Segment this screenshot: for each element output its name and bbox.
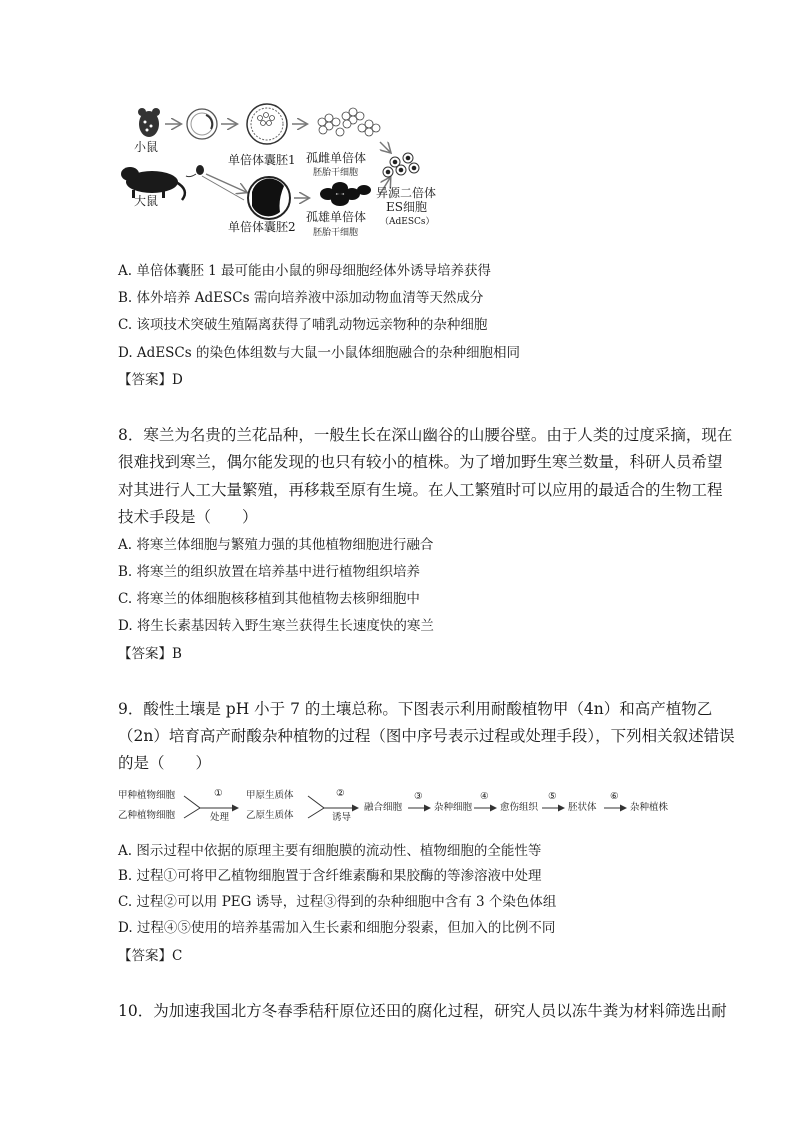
q9-answer: 【答案】C (118, 948, 183, 964)
flow-protoplast-b: 乙原生质体 (246, 810, 294, 821)
mouse-icon (138, 108, 160, 137)
rat-label: 大鼠 (134, 194, 159, 208)
flow-step-6: ⑥ (610, 791, 619, 802)
q8-option-d: D. 将生长素基因转入野生寒兰获得生长速度快的寒兰 (118, 618, 434, 634)
flow-protoplast-a: 甲原生质体 (246, 790, 294, 801)
flow-step-4: ④ (480, 791, 489, 802)
q9-stem-line-2: （2n）培育高产耐酸杂种植物的过程（图中序号表示过程或处理手段），下列相关叙述错误 (118, 727, 735, 745)
sperm-icon (186, 165, 204, 177)
q7-option-c: C. 该项技术突破生殖隔离获得了哺乳动物远亲物种的杂种细胞 (118, 317, 488, 333)
q8-stem-line-2: 很难找到寒兰，偶尔能发现的也只有较小的植株。为了增加野生寒兰数量，科研人员希望 (118, 453, 723, 471)
diploid-label-2: ES细胞 (386, 200, 427, 214)
flow-hybrid-cell: 杂种细胞 (434, 802, 473, 813)
q9-option-a: A. 图示过程中依据的原理主要有细胞膜的流动性、植物细胞的全能性等 (118, 843, 542, 859)
flow-callus: 愈伤组织 (500, 802, 539, 813)
oocyte-icon (187, 109, 217, 139)
flow-plant-b-cells: 乙种植物细胞 (118, 810, 176, 821)
q7-option-d: D. AdESCs 的染色体组数与大鼠一小鼠体细胞融合的杂种细胞相同 (118, 345, 520, 361)
q10-stem-line-1: 10．为加速我国北方冬春季秸秆原位还田的腐化过程，研究人员以冻牛粪为材料筛选出耐 (118, 1002, 727, 1020)
q7-answer: 【答案】D (118, 372, 183, 388)
q8-option-b: B. 将寒兰的组织放置在培养基中进行植物组织培养 (118, 564, 421, 580)
hybridization-flow-diagram (118, 788, 678, 830)
q8-answer: 【答案】B (118, 646, 182, 662)
q7-option-a: A. 单倍体囊胚 1 最可能由小鼠的卵母细胞经体外诱导培养获得 (118, 263, 492, 279)
q8-stem-line-3: 对其进行人工大量繁殖，再移栽至原有生境。在人工繁殖时可以应用的最适合的生物工程 (118, 481, 723, 499)
blastocyst-1-icon (247, 104, 287, 144)
flow-step-1-label: 处理 (210, 812, 230, 823)
q9-stem-line-3: 的是（ ） (118, 754, 212, 772)
q7-option-b: B. 体外培养 AdESCs 需向培养液中添加动物血清等天然成分 (118, 290, 484, 306)
figure-haploid-es-cells (118, 102, 458, 242)
diploid-label-1: 异源二倍体 (376, 186, 437, 200)
parthenogenetic-es-cells-icon (318, 108, 380, 136)
flow-step-2-label: 诱导 (332, 812, 352, 823)
flow-fused-cell: 融合细胞 (364, 802, 403, 813)
blastocyst-2-icon (248, 177, 290, 219)
diploid-es-cells-icon (383, 153, 419, 177)
androgenetic-sub-label: 胚胎干细胞 (313, 228, 359, 238)
flow-step-2: ② (336, 788, 345, 799)
parthenogenetic-sub-label: 胚胎干细胞 (313, 168, 359, 178)
mouse-label: 小鼠 (134, 140, 159, 154)
flow-step-5: ⑤ (548, 791, 557, 802)
q8-option-a: A. 将寒兰体细胞与繁殖力强的其他植物细胞进行融合 (118, 537, 434, 553)
q8-option-c: C. 将寒兰的体细胞核移植到其他植物去核卵细胞中 (118, 591, 420, 607)
blastocyst-2-label: 单倍体囊胚2 (228, 220, 296, 234)
arrow (380, 142, 390, 152)
flow-embryoid: 胚状体 (568, 802, 597, 813)
q8-stem-line-1: 8．寒兰为名贵的兰花品种，一般生长在深山幽谷的山腰谷壁。由于人类的过度采摘，现在 (118, 426, 733, 444)
diploid-label-3: （AdESCs） (380, 217, 435, 227)
q9-stem-line-1: 9．酸性土壤是 pH 小于 7 的土壤总称。下图表示利用耐酸植物甲（4n）和高产植物乙 (118, 700, 713, 718)
parthenogenetic-label: 孤雌单倍体 (306, 151, 367, 165)
androgenetic-es-cells-icon (320, 182, 371, 206)
blastocyst-1-label: 单倍体囊胚1 (228, 153, 296, 167)
flow-step-3: ③ (414, 791, 423, 802)
q9-option-c: C. 过程②可以用 PEG 诱导，过程③得到的杂种细胞中含有 3 个染色体组 (118, 894, 557, 910)
flow-step-1: ① (214, 788, 223, 799)
androgenetic-label: 孤雄单倍体 (306, 210, 367, 224)
flow-plant-a-cells: 甲种植物细胞 (118, 790, 176, 801)
q8-stem-line-4: 技术手段是（ ） (118, 508, 258, 526)
flow-hybrid-plant: 杂种植株 (630, 802, 669, 813)
q9-option-d: D. 过程④⑤使用的培养基需加入生长素和细胞分裂素，但加入的比例不同 (118, 920, 556, 936)
q9-option-b: B. 过程①可将甲乙植物细胞置于含纤维素酶和果胶酶的等渗溶液中处理 (118, 868, 542, 884)
